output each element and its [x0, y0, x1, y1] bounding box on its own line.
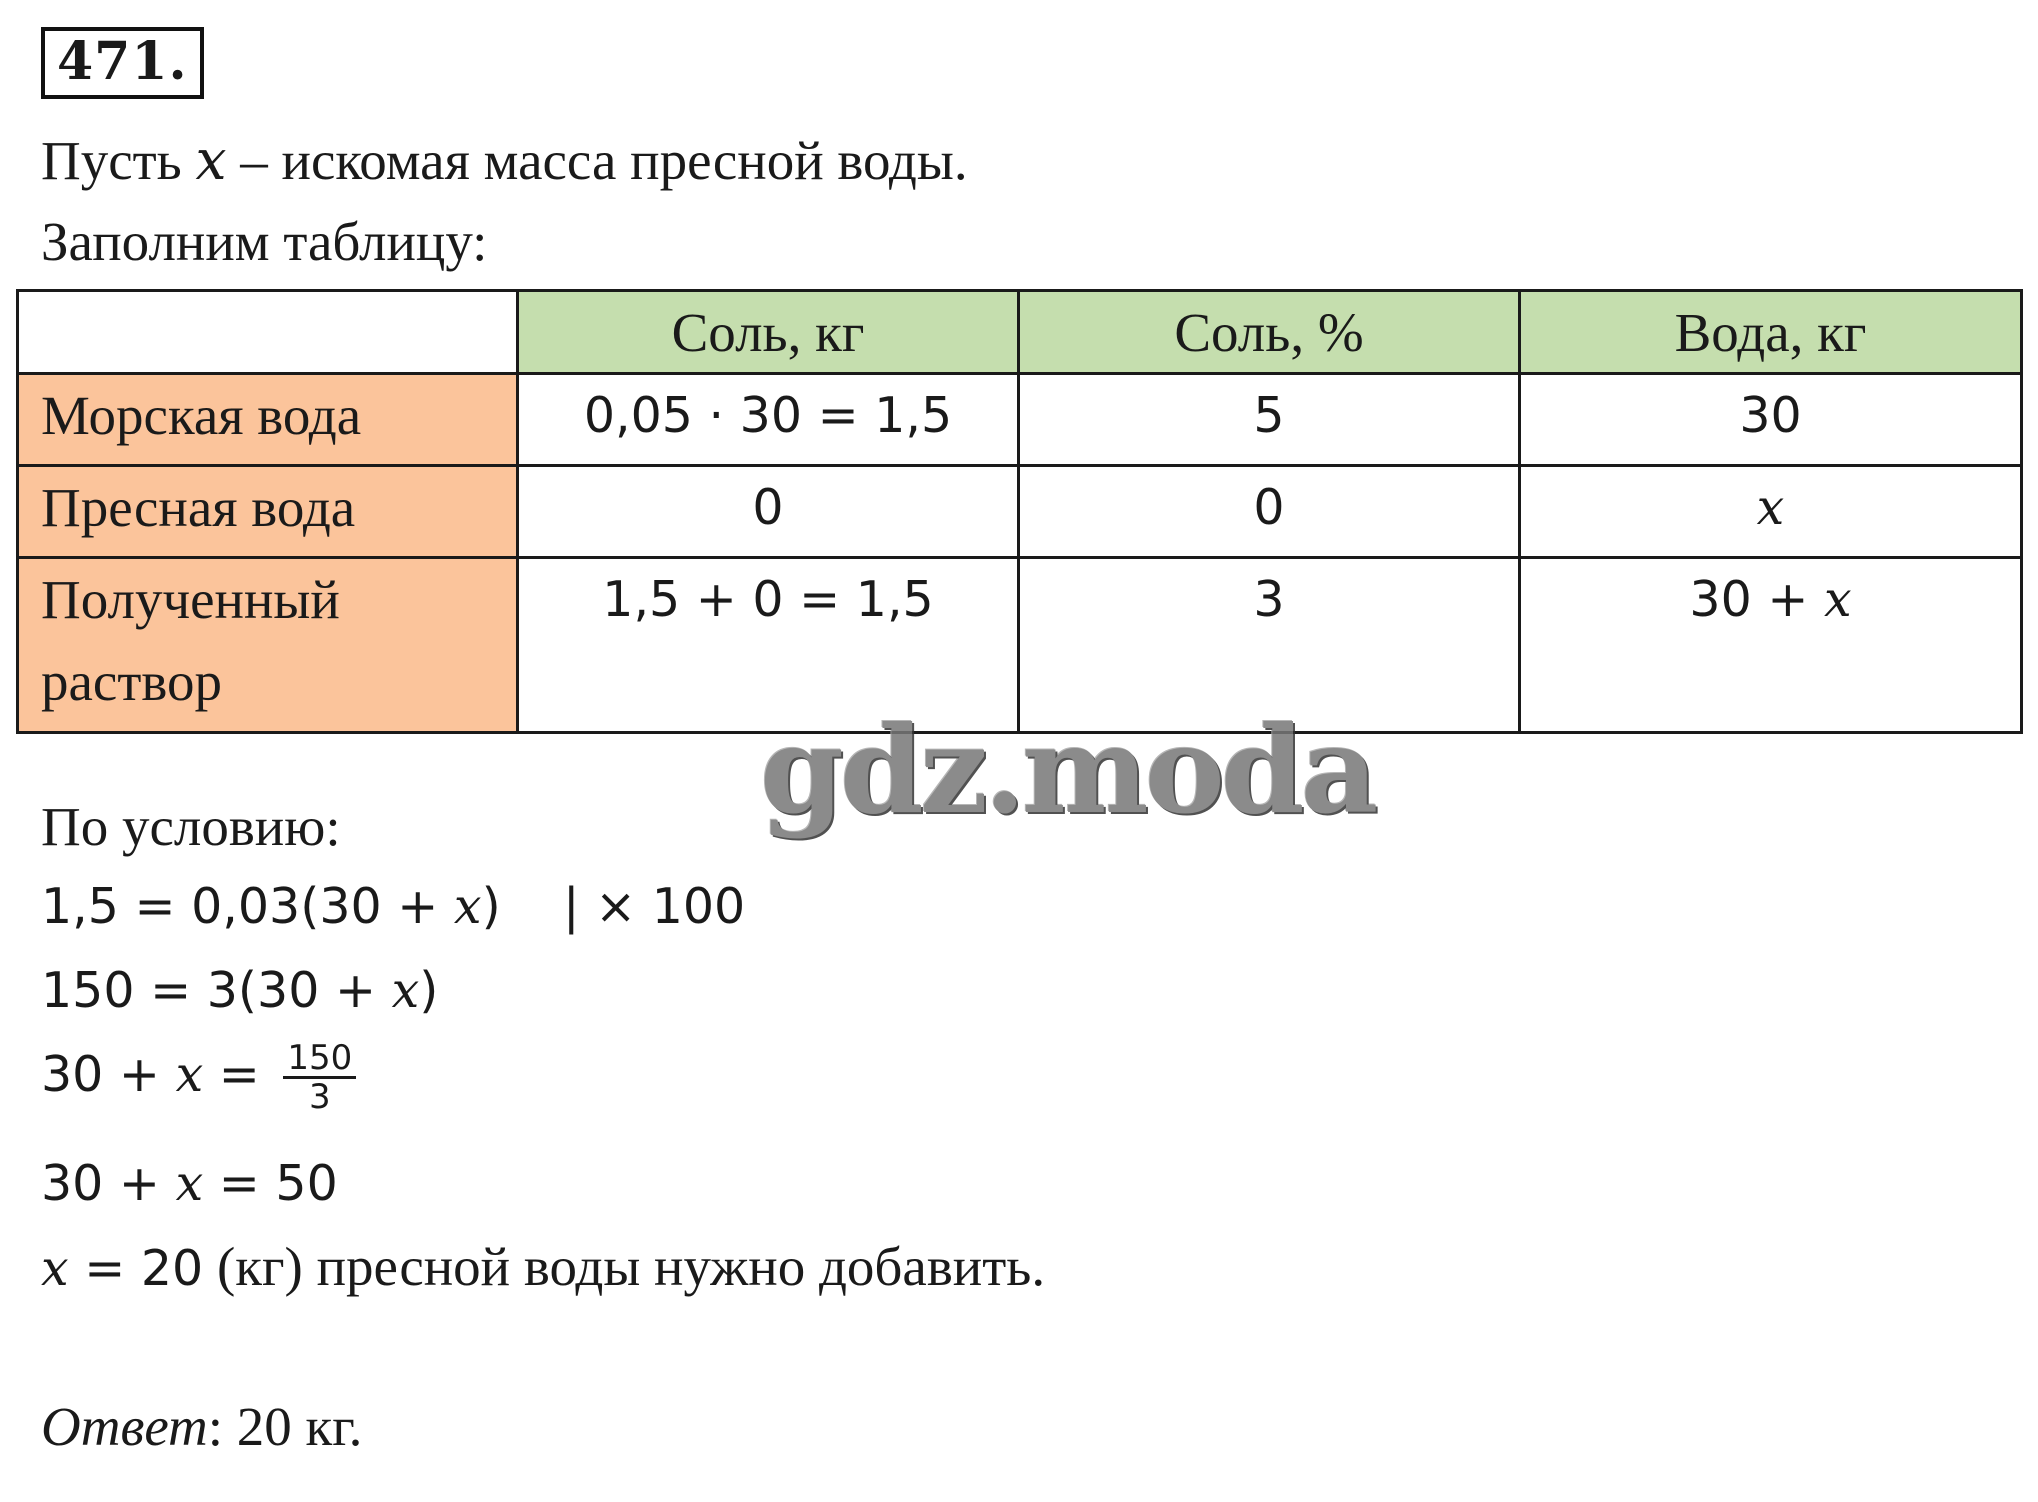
- equation-3: [41, 1040, 356, 1115]
- watermark-logo: gdz.moda: [760, 700, 1375, 841]
- table-row-sea-water: [18, 374, 2022, 466]
- variable-x: x: [195, 128, 227, 192]
- row-label-sea-water: Морская вода: [18, 374, 518, 466]
- header-water-kg: Вода, кг: [1520, 291, 2022, 374]
- eq3-var: x: [175, 1046, 204, 1103]
- equation-5: [41, 1235, 1045, 1298]
- eq1-part-b: ) | × 100: [481, 878, 746, 935]
- eq2-part-b: ): [419, 962, 439, 1019]
- equation-4: [41, 1155, 338, 1212]
- equation-1: [41, 878, 745, 935]
- answer-value: : 20 кг.: [207, 1396, 363, 1457]
- header-salt-kg: Соль, кг: [518, 291, 1019, 374]
- eq3-part-b: =: [203, 1046, 260, 1103]
- eq5-var: x: [41, 1240, 69, 1297]
- let-suffix: – искомая масса пресной воды.: [240, 130, 968, 191]
- answer-label: Ответ: [41, 1396, 208, 1457]
- row-label-solution-line1: Полученный: [41, 569, 340, 630]
- cell-fresh-salt-pct: 0: [1019, 466, 1520, 558]
- table-header-row: [18, 291, 2022, 374]
- cell-sea-salt-pct: 5: [1019, 374, 1520, 466]
- task-number: 471.: [41, 27, 204, 99]
- eq2-var: x: [391, 962, 420, 1019]
- table-row-fresh-water: [18, 466, 2022, 558]
- cell-sea-water-kg: 30: [1520, 374, 2022, 466]
- row-label-fresh-water: Пресная вода: [18, 466, 518, 558]
- eq4-part-b: = 50: [203, 1155, 338, 1212]
- eq2-part-a: 150 = 3(30 +: [41, 962, 392, 1019]
- intro-let-line: [41, 128, 968, 192]
- condition-line: По условию:: [41, 796, 341, 857]
- eq3-part-a: 30 +: [41, 1046, 176, 1103]
- row-label-solution: [18, 558, 518, 733]
- eq4-part-a: 30 +: [41, 1155, 176, 1212]
- eq4-var: x: [175, 1155, 204, 1212]
- let-prefix: Пусть: [41, 130, 182, 191]
- fill-table-line: Заполним таблицу:: [41, 211, 488, 272]
- header-salt-pct: Соль, %: [1019, 291, 1520, 374]
- equation-2: [41, 962, 438, 1019]
- eq1-var: x: [453, 878, 482, 935]
- data-table: [16, 289, 2023, 734]
- cell-fresh-water-var: x: [1756, 479, 1785, 536]
- eq3-denominator: 3: [309, 1077, 331, 1117]
- header-corner: [18, 291, 518, 374]
- solution-water-var: x: [1823, 571, 1852, 628]
- eq1-part-a: 1,5 = 0,03(30 +: [41, 878, 454, 935]
- answer-line: [41, 1395, 362, 1458]
- eq3-numerator: 150: [283, 1040, 356, 1079]
- cell-sea-salt-kg: 0,05 · 30 = 1,5: [518, 374, 1019, 466]
- eq3-fraction: [283, 1040, 356, 1115]
- row-label-solution-line2: раствор: [41, 651, 222, 712]
- eq5-math: = 20: [68, 1240, 204, 1297]
- cell-fresh-salt-kg: 0: [518, 466, 1019, 558]
- cell-solution-water-kg: [1520, 558, 2022, 733]
- solution-water-prefix: 30 +: [1689, 571, 1824, 628]
- eq5-text: (кг) пресной воды нужно добавить.: [203, 1236, 1046, 1297]
- cell-fresh-water-kg: [1520, 466, 2022, 558]
- cell-solution-salt-pct: 3: [1019, 558, 1520, 733]
- cell-solution-salt-kg: 1,5 + 0 = 1,5: [518, 558, 1019, 733]
